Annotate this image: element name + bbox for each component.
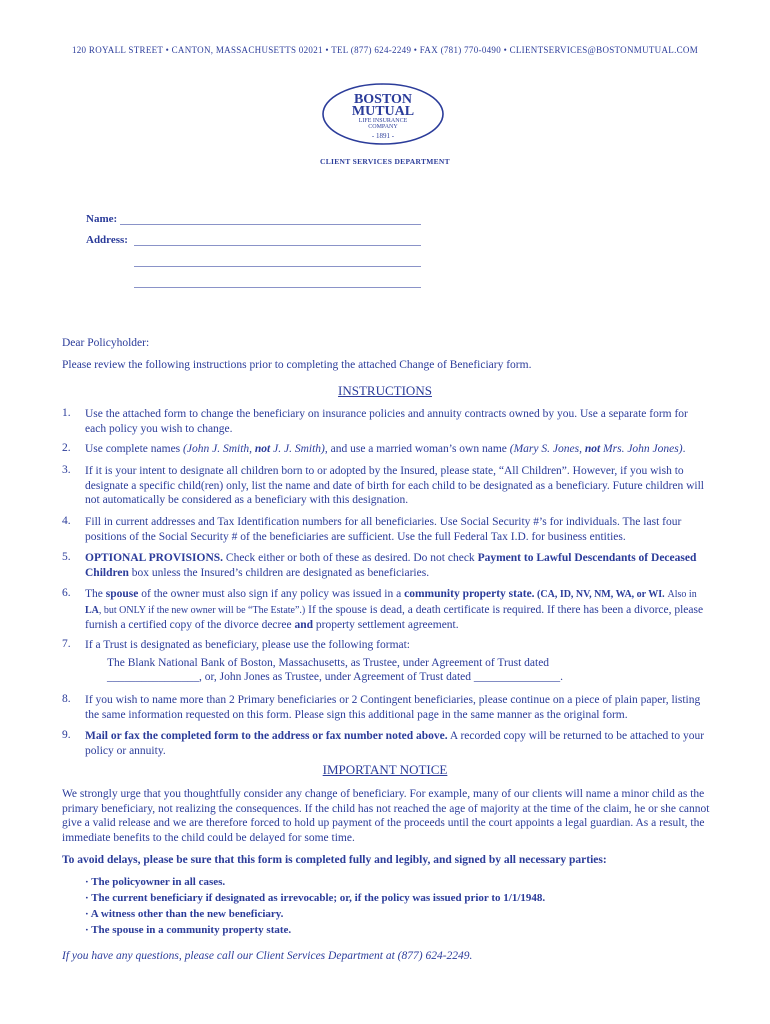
instruction-number: 9. bbox=[62, 729, 71, 741]
instruction-item-7: If a Trust is designated as beneficiary, please use the following format: bbox=[85, 639, 411, 651]
notice-paragraph: We strongly urge that you thoughtfully consider any change of beneficiary. For example, many of our clients will name a minor child as the primary beneficiary, not realizing the consequences. If the child has not reached the age of majority at the time of the claim, he or she cannot give a valid release and we are therefore forced to hold up payment of the proceeds until the court appoints a legal guardian. As a result, the immediate benefits to the child could be delayed for some time. bbox=[62, 788, 710, 844]
address-field-line-3[interactable] bbox=[134, 287, 421, 288]
greeting: Dear Policyholder: bbox=[62, 337, 150, 349]
address-field-line-2[interactable] bbox=[134, 266, 421, 267]
signer-list-item: · The policyowner in all cases. bbox=[85, 876, 226, 888]
instruction-number: 5. bbox=[62, 551, 71, 563]
instruction-item-5: OPTIONAL PROVISIONS. Check either or both of these as desired. Do not check Payment to Lawful Descendants of Deceased Children box unless the Insured’s children are designated as beneficiaries. bbox=[85, 552, 697, 579]
signer-list-item: · The spouse in a community property state. bbox=[85, 924, 292, 936]
instruction-number: 7. bbox=[62, 638, 71, 650]
name-label: Name: bbox=[86, 213, 118, 225]
instruction-number: 3. bbox=[62, 464, 71, 476]
instruction-number: 2. bbox=[62, 442, 71, 454]
instruction-number: 4. bbox=[62, 515, 71, 527]
important-notice-heading: IMPORTANT NOTICE bbox=[322, 762, 448, 777]
instruction-item-8: If you wish to name more than 2 Primary beneficiaries or 2 Contingent beneficiaries, please continue on a piece of plain paper, listing the same information requested on this form. Please sign this additional page in the same manner as the original form. bbox=[85, 694, 701, 721]
instruction-number: 6. bbox=[62, 587, 71, 599]
intro-text: Please review the following instructions prior to completing the attached Change of Beneficiary form. bbox=[62, 359, 532, 371]
instruction-item-6: The spouse of the owner must also sign if any policy was issued in a community property state. (CA, ID, NV, NM, WA, or WI. Also in LA, but ONLY if the new owner will be “The Estate”.) If the spouse is dead, a death certificate is required. If there has been a divorce, please furnish a certified copy of the divorce decree and property settlement agreement. bbox=[85, 588, 704, 631]
closing-contact-note: If you have any questions, please call our Client Services Department at (877) 624-2249. bbox=[62, 950, 473, 962]
instructions-heading: INSTRUCTIONS bbox=[338, 383, 432, 398]
trust-format-example-line-1: The Blank National Bank of Boston, Massachusetts, as Trustee, under Agreement of Trust dated bbox=[107, 657, 550, 669]
logo-text-life-insurance: LIFE INSURANCE bbox=[358, 118, 408, 124]
instruction-item-9: Mail or fax the completed form to the address or fax number noted above. A recorded copy will be returned to be attached to your policy or annuity. bbox=[85, 730, 705, 757]
department-title: CLIENT SERVICES DEPARTMENT bbox=[320, 157, 450, 166]
address-field-line-1[interactable] bbox=[134, 245, 421, 246]
company-contact-header: 120 ROYALL STREET • CANTON, MASSACHUSETTS 02021 • TEL (877) 624-2249 • FAX (781) 770-0490 • CLIENTSERVICES@BOSTONMUTUAL.COM bbox=[71, 45, 699, 55]
instruction-item-3: If it is your intent to designate all children born to or adopted by the Insured, please state, “All Children”. However, if you wish to designate a specific child(ren) only, list the name and date of birth for each child to be designated as a beneficiary. Future children will not automatically be considered as a beneficiary with this designation. bbox=[85, 465, 704, 506]
instruction-item-2: Use complete names (John J. Smith, not J. J. Smith), and use a married woman’s own name (Mary S. Jones, not Mrs. John Jones). bbox=[85, 443, 686, 455]
name-field[interactable] bbox=[120, 224, 421, 225]
instruction-item-1: Use the attached form to change the beneficiary on insurance policies and annuity contracts owned by you. Use a separate form for each policy you wish to change. bbox=[85, 408, 688, 435]
logo-text-year: - 1891 - bbox=[371, 132, 395, 140]
trust-format-example-line-2: ________________, or, John Jones as Trustee, under Agreement of Trust dated _______________. bbox=[107, 671, 564, 683]
avoid-delays-text: To avoid delays, please be sure that this form is completed fully and legibly, and signed by all necessary parties: bbox=[62, 854, 607, 866]
signer-list-item: · A witness other than the new beneficiary. bbox=[85, 908, 284, 920]
logo-text-boston: BOSTON bbox=[353, 92, 413, 107]
boston-mutual-logo bbox=[321, 82, 445, 146]
signer-list-item: · The current beneficiary if designated as irrevocable; or, if the policy was issued prior to 1/1/1948. bbox=[85, 892, 546, 904]
instruction-number: 1. bbox=[62, 407, 71, 419]
logo-text-mutual: MUTUAL bbox=[351, 104, 415, 119]
address-label: Address: bbox=[86, 234, 128, 246]
instruction-number: 8. bbox=[62, 693, 71, 705]
instruction-item-4: Fill in current addresses and Tax Identification numbers for all beneficiaries. Use Social Security #’s for individuals. The last four positions of the Social Security # of the beneficiaries are sufficient. Use the full Federal Tax I.D. for business entities. bbox=[85, 516, 682, 543]
logo-text-company: COMPANY bbox=[368, 124, 398, 130]
